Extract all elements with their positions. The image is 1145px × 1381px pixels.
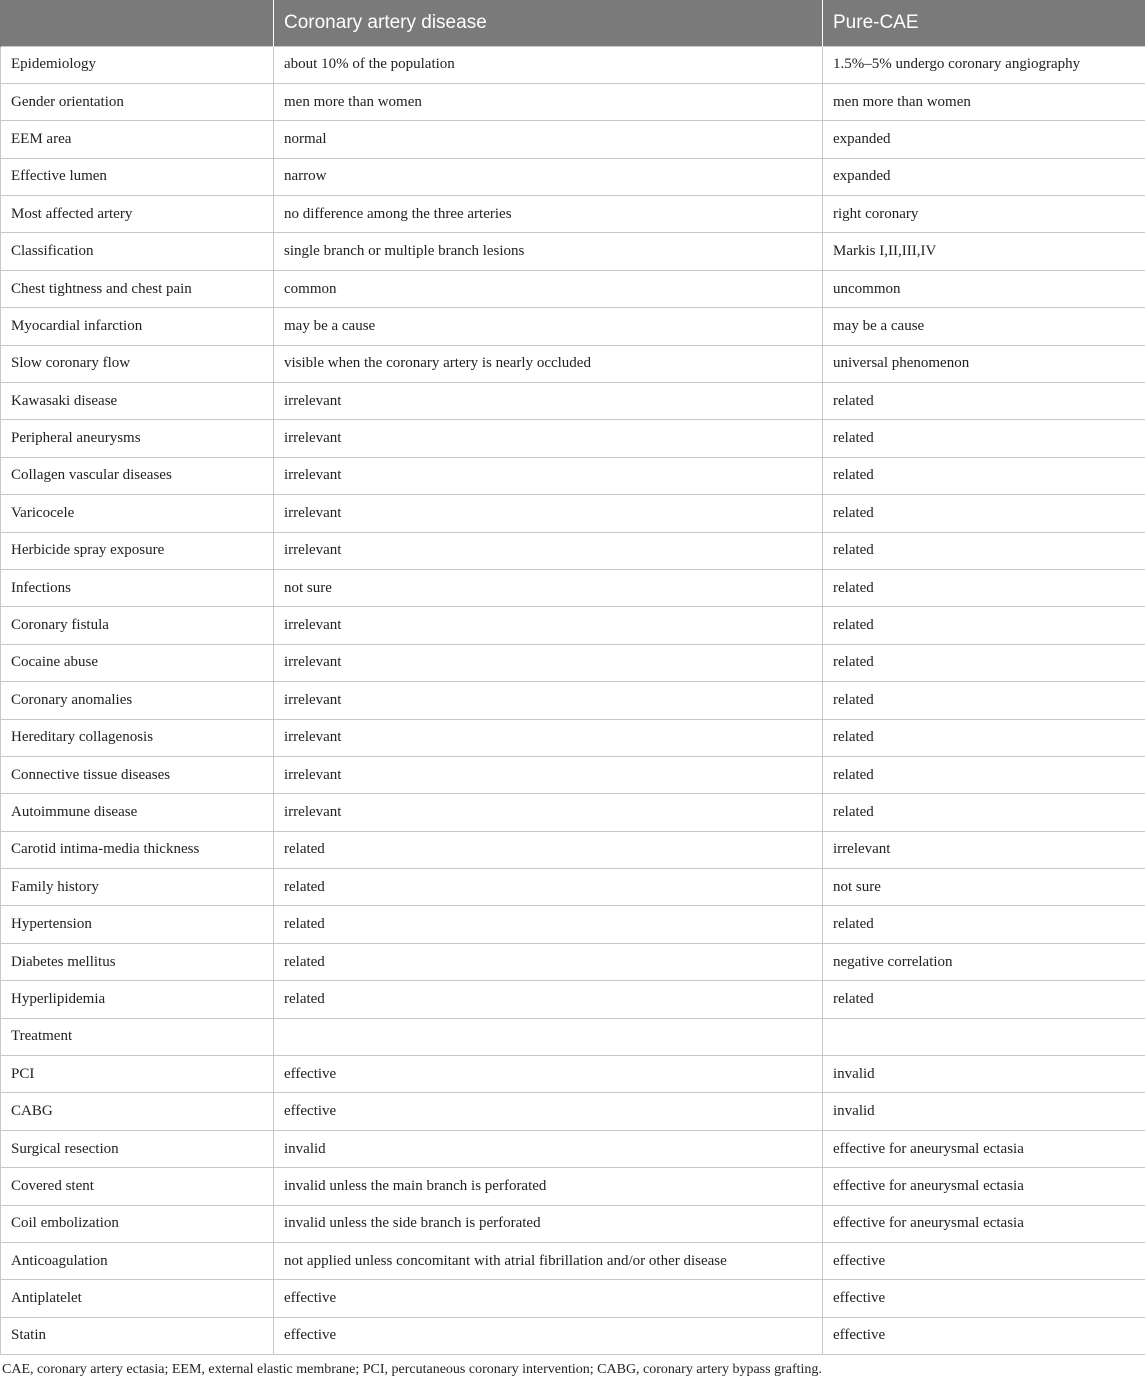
cad-value-cell: effective xyxy=(274,1317,823,1354)
pure-cae-value-cell: related xyxy=(823,756,1145,793)
cad-value-cell: about 10% of the population xyxy=(274,46,823,83)
pure-cae-value-cell: effective xyxy=(823,1317,1145,1354)
table-row xyxy=(1,420,1145,457)
row-label-cell: Kawasaki disease xyxy=(1,383,274,420)
pure-cae-value-cell: negative correlation xyxy=(823,943,1145,980)
pure-cae-value-cell: related xyxy=(823,607,1145,644)
cad-value-cell: related xyxy=(274,831,823,868)
table-row xyxy=(1,196,1145,233)
pure-cae-value-cell: irrelevant xyxy=(823,831,1145,868)
cad-value-cell: single branch or multiple branch lesions xyxy=(274,233,823,270)
cad-value-cell: invalid unless the side branch is perforated xyxy=(274,1205,823,1242)
row-label-cell: Coronary fistula xyxy=(1,607,274,644)
table-row xyxy=(1,308,1145,345)
table-row xyxy=(1,158,1145,195)
cad-value-cell: effective xyxy=(274,1280,823,1317)
pure-cae-value-cell: effective xyxy=(823,1280,1145,1317)
table-row xyxy=(1,1168,1145,1205)
row-label-cell: Peripheral aneurysms xyxy=(1,420,274,457)
table-row xyxy=(1,644,1145,681)
pure-cae-value-cell: related xyxy=(823,420,1145,457)
cad-value-cell: related xyxy=(274,869,823,906)
pure-cae-value-cell: not sure xyxy=(823,869,1145,906)
row-label-cell: Coronary anomalies xyxy=(1,682,274,719)
cad-value-cell: related xyxy=(274,906,823,943)
row-label-cell: Statin xyxy=(1,1317,274,1354)
table-row xyxy=(1,1280,1145,1317)
pure-cae-value-cell: Markis I,II,III,IV xyxy=(823,233,1145,270)
pure-cae-value-cell: universal phenomenon xyxy=(823,345,1145,382)
cad-value-cell: narrow xyxy=(274,158,823,195)
row-label-cell: CABG xyxy=(1,1093,274,1130)
cad-value-cell: invalid unless the main branch is perforated xyxy=(274,1168,823,1205)
row-label-cell: Epidemiology xyxy=(1,46,274,83)
pure-cae-value-cell: related xyxy=(823,457,1145,494)
pure-cae-value-cell: men more than women xyxy=(823,83,1145,120)
table-row xyxy=(1,1205,1145,1242)
table-row xyxy=(1,569,1145,606)
cad-value-cell: visible when the coronary artery is nearly occluded xyxy=(274,345,823,382)
pure-cae-value-cell: related xyxy=(823,532,1145,569)
table-row xyxy=(1,383,1145,420)
cad-value-cell: no difference among the three arteries xyxy=(274,196,823,233)
table-row xyxy=(1,83,1145,120)
table-footnote: CAE, coronary artery ectasia; EEM, external elastic membrane; PCI, percutaneous coronary intervention; CABG, coronary artery bypass grafting. xyxy=(2,1362,822,1378)
row-label-cell: Hereditary collagenosis xyxy=(1,719,274,756)
pure-cae-value-cell: expanded xyxy=(823,158,1145,195)
row-label-cell: Most affected artery xyxy=(1,196,274,233)
table-header xyxy=(1,0,1145,46)
pure-cae-value-cell: effective for aneurysmal ectasia xyxy=(823,1168,1145,1205)
table-row xyxy=(1,981,1145,1018)
table-row xyxy=(1,270,1145,307)
pure-cae-value-cell: effective for aneurysmal ectasia xyxy=(823,1130,1145,1167)
cad-value-cell xyxy=(274,1018,823,1055)
cad-value-cell: effective xyxy=(274,1056,823,1093)
table-row xyxy=(1,495,1145,532)
cad-value-cell: men more than women xyxy=(274,83,823,120)
pure-cae-value-cell: right coronary xyxy=(823,196,1145,233)
table-row xyxy=(1,121,1145,158)
row-label-cell: PCI xyxy=(1,1056,274,1093)
cad-value-cell: irrelevant xyxy=(274,682,823,719)
cad-value-cell: irrelevant xyxy=(274,794,823,831)
pure-cae-value-cell xyxy=(823,1018,1145,1055)
row-label-cell: Cocaine abuse xyxy=(1,644,274,681)
pure-cae-value-cell: related xyxy=(823,906,1145,943)
table-row xyxy=(1,869,1145,906)
pure-cae-value-cell: related xyxy=(823,383,1145,420)
row-label-cell: Classification xyxy=(1,233,274,270)
table-row xyxy=(1,607,1145,644)
header-cell-cad: Coronary artery disease xyxy=(274,0,823,46)
pure-cae-value-cell: uncommon xyxy=(823,270,1145,307)
row-label-cell: Carotid intima-media thickness xyxy=(1,831,274,868)
cad-value-cell: irrelevant xyxy=(274,719,823,756)
row-label-cell: EEM area xyxy=(1,121,274,158)
table-row xyxy=(1,794,1145,831)
pure-cae-value-cell: related xyxy=(823,794,1145,831)
row-label-cell: Slow coronary flow xyxy=(1,345,274,382)
table-row xyxy=(1,345,1145,382)
table-row xyxy=(1,1056,1145,1093)
row-label-cell: Diabetes mellitus xyxy=(1,943,274,980)
row-label-cell: Hypertension xyxy=(1,906,274,943)
row-label-cell: Surgical resection xyxy=(1,1130,274,1167)
cad-value-cell: related xyxy=(274,943,823,980)
table-row xyxy=(1,682,1145,719)
cad-value-cell: irrelevant xyxy=(274,420,823,457)
pure-cae-value-cell: effective for aneurysmal ectasia xyxy=(823,1205,1145,1242)
pure-cae-value-cell: invalid xyxy=(823,1093,1145,1130)
table-row xyxy=(1,1130,1145,1167)
row-label-cell: Treatment xyxy=(1,1018,274,1055)
row-label-cell: Collagen vascular diseases xyxy=(1,457,274,494)
row-label-cell: Autoimmune disease xyxy=(1,794,274,831)
pure-cae-value-cell: related xyxy=(823,495,1145,532)
table-body xyxy=(1,46,1145,1355)
row-label-cell: Effective lumen xyxy=(1,158,274,195)
cad-value-cell: irrelevant xyxy=(274,383,823,420)
row-label-cell: Covered stent xyxy=(1,1168,274,1205)
table-row xyxy=(1,532,1145,569)
row-label-cell: Gender orientation xyxy=(1,83,274,120)
cad-value-cell: related xyxy=(274,981,823,1018)
table-row xyxy=(1,831,1145,868)
row-label-cell: Coil embolization xyxy=(1,1205,274,1242)
table-row xyxy=(1,1317,1145,1354)
cad-value-cell: irrelevant xyxy=(274,607,823,644)
row-label-cell: Infections xyxy=(1,569,274,606)
pure-cae-value-cell: 1.5%–5% undergo coronary angiography xyxy=(823,46,1145,83)
cad-value-cell: irrelevant xyxy=(274,644,823,681)
row-label-cell: Myocardial infarction xyxy=(1,308,274,345)
table-row xyxy=(1,1018,1145,1055)
table-row xyxy=(1,943,1145,980)
table-row xyxy=(1,1093,1145,1130)
cad-value-cell: not applied unless concomitant with atrial fibrillation and/or other disease xyxy=(274,1243,823,1280)
cad-value-cell: normal xyxy=(274,121,823,158)
cad-value-cell: irrelevant xyxy=(274,756,823,793)
pure-cae-value-cell: effective xyxy=(823,1243,1145,1280)
pure-cae-value-cell: expanded xyxy=(823,121,1145,158)
table-row xyxy=(1,906,1145,943)
row-label-cell: Antiplatelet xyxy=(1,1280,274,1317)
pure-cae-value-cell: related xyxy=(823,644,1145,681)
cad-value-cell: may be a cause xyxy=(274,308,823,345)
table-row xyxy=(1,719,1145,756)
pure-cae-value-cell: related xyxy=(823,719,1145,756)
table-row xyxy=(1,756,1145,793)
cad-value-cell: irrelevant xyxy=(274,495,823,532)
header-cell-feature xyxy=(1,0,274,46)
header-row xyxy=(1,0,1145,46)
table-row xyxy=(1,457,1145,494)
cad-value-cell: not sure xyxy=(274,569,823,606)
row-label-cell: Varicocele xyxy=(1,495,274,532)
cad-value-cell: common xyxy=(274,270,823,307)
row-label-cell: Connective tissue diseases xyxy=(1,756,274,793)
table-row xyxy=(1,1243,1145,1280)
row-label-cell: Anticoagulation xyxy=(1,1243,274,1280)
table-row xyxy=(1,233,1145,270)
pure-cae-value-cell: related xyxy=(823,981,1145,1018)
row-label-cell: Herbicide spray exposure xyxy=(1,532,274,569)
header-cell-pure-cae: Pure-CAE xyxy=(823,0,1145,46)
row-label-cell: Hyperlipidemia xyxy=(1,981,274,1018)
pure-cae-value-cell: related xyxy=(823,682,1145,719)
cad-value-cell: effective xyxy=(274,1093,823,1130)
row-label-cell: Chest tightness and chest pain xyxy=(1,270,274,307)
cad-value-cell: irrelevant xyxy=(274,457,823,494)
pure-cae-value-cell: invalid xyxy=(823,1056,1145,1093)
pure-cae-value-cell: related xyxy=(823,569,1145,606)
pure-cae-value-cell: may be a cause xyxy=(823,308,1145,345)
cad-value-cell: invalid xyxy=(274,1130,823,1167)
cad-value-cell: irrelevant xyxy=(274,532,823,569)
table-row xyxy=(1,46,1145,83)
row-label-cell: Family history xyxy=(1,869,274,906)
